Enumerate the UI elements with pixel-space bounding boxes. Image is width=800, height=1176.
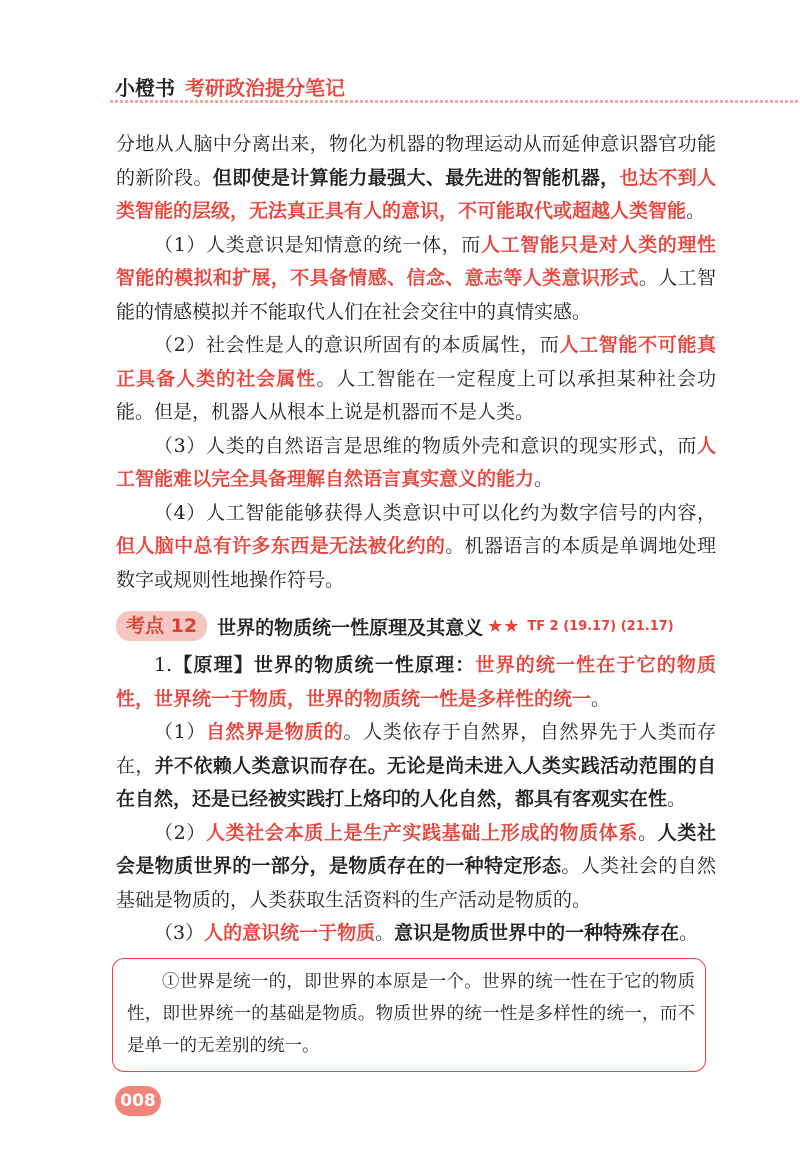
exam-frequency: TF 2 (19.17) (21.17) <box>527 618 674 634</box>
paragraph-point-3 <box>116 430 716 497</box>
highlight-text: 但人脑中总有许多东西是无法被化约的 <box>116 535 446 557</box>
key-point-heading <box>116 611 716 641</box>
text-span: （4）人工智能能够获得人类意识中可以化约为数字信号的内容， <box>154 501 716 524</box>
bold-text: 但即使是计算能力最强大、最先进的智能机器， <box>212 166 620 189</box>
text-span: 。机器语言的本质是单调地处理数字或规则性地操作符号。 <box>116 535 716 591</box>
paragraph-sub-2 <box>116 817 716 918</box>
text-span: （1） <box>154 721 207 743</box>
highlight-text: 世界的统一性在于它的物质性，世界统一于物质，世界的物质统一性是多样性的统一 <box>116 654 716 710</box>
highlight-text: 也达不到人类智能的层级，无法真正具有人的意识，不可能取代或超越人类智能 <box>116 166 716 222</box>
highlight-text: 自然界是物质的 <box>206 721 344 743</box>
paragraph-sub-3 <box>116 917 716 951</box>
text-span: 。 <box>375 922 395 944</box>
paragraph-intro <box>116 128 716 229</box>
highlight-text: 人工智能只是对人类的理性智能的模拟和扩展，不具备情感、信念、意志等人类意识形式 <box>116 233 716 289</box>
paragraph-point-1 <box>116 229 716 330</box>
bold-text: 意识是物质世界中的一种特殊存在 <box>394 922 680 944</box>
bold-text: 【原理】世界的物质统一性原理： <box>172 654 476 676</box>
text-span: 。 <box>667 788 687 810</box>
note-text: ①世界是统一的，即世界的本原是一个。世界的统一性在于它的物质性，即世界统一的基础是物质。物质世界的统一性是多样性的统一，而不是单一的无差别的统一。 <box>127 972 695 1056</box>
text-span: 。 <box>591 687 611 710</box>
text-span: 。 <box>638 821 658 844</box>
paragraph-principle <box>116 649 716 716</box>
text-span: 。 <box>686 200 706 222</box>
page-number: 008 <box>115 1086 161 1116</box>
text-span: 1. <box>154 654 173 676</box>
highlight-text: 人工智能不可能真正具备人类的社会属性 <box>116 334 716 390</box>
running-header <box>115 72 345 101</box>
header-divider <box>110 100 800 103</box>
bold-text: 并不依赖人类意识而存在。无论是尚未进入人类实践活动范围的自在自然，还是已经被实践打上烙印的人化自然，都具有客观实在性 <box>116 754 716 810</box>
text-span: （1）人类意识是知情意的统一体，而 <box>154 233 481 256</box>
star-icon: ★★ <box>487 615 520 637</box>
text-span: 分地从人脑中分离出来，物化为机器的物理运动从而延伸意识器官功能的新阶段。 <box>116 133 716 189</box>
text-span: （3） <box>154 922 205 944</box>
text-span: 。人类社会的自然基础是物质的，人类获取生活资料的生产活动是物质的。 <box>116 855 716 911</box>
text-span: 。 <box>679 922 699 944</box>
note-box <box>112 958 706 1072</box>
highlight-text: 人的意识统一于物质 <box>204 922 376 944</box>
bold-text: 人类社会是物质世界的一部分，是物质存在的一种特定形态 <box>116 821 716 877</box>
text-span: 。人类依存于自然界，自然界先于人类而存在， <box>116 721 716 777</box>
paragraph-sub-1 <box>116 716 716 817</box>
key-point-badge: 考点 12 <box>116 611 207 641</box>
text-span: （2） <box>154 821 207 844</box>
key-point-title: 世界的物质统一性原理及其意义 <box>217 616 484 639</box>
text-span: 。人工智能的情感模拟并不能取代人们在社会交往中的真情实感。 <box>116 267 716 323</box>
paragraph-point-4 <box>116 497 716 598</box>
text-span: （3）人类的自然语言是思维的物质外壳和意识的现实形式，而 <box>154 434 697 457</box>
paragraph-point-2 <box>116 329 716 430</box>
page-body <box>116 128 716 951</box>
highlight-text: 人类社会本质上是生产实践基础上形成的物质体系 <box>206 821 639 844</box>
brand-name: 小橙书 <box>115 76 175 100</box>
text-span: 。人工智能在一定程度上可以承担某种社会功能。但是，机器人从根本上说是机器而不是人类。 <box>116 367 716 423</box>
series-title: 考研政治提分笔记 <box>185 76 345 100</box>
text-span: （2）社会性是人的意识所固有的本质属性，而 <box>154 334 560 356</box>
text-span: 。 <box>534 468 554 490</box>
highlight-text: 人工智能难以完全具备理解自然语言真实意义的能力 <box>116 434 716 490</box>
